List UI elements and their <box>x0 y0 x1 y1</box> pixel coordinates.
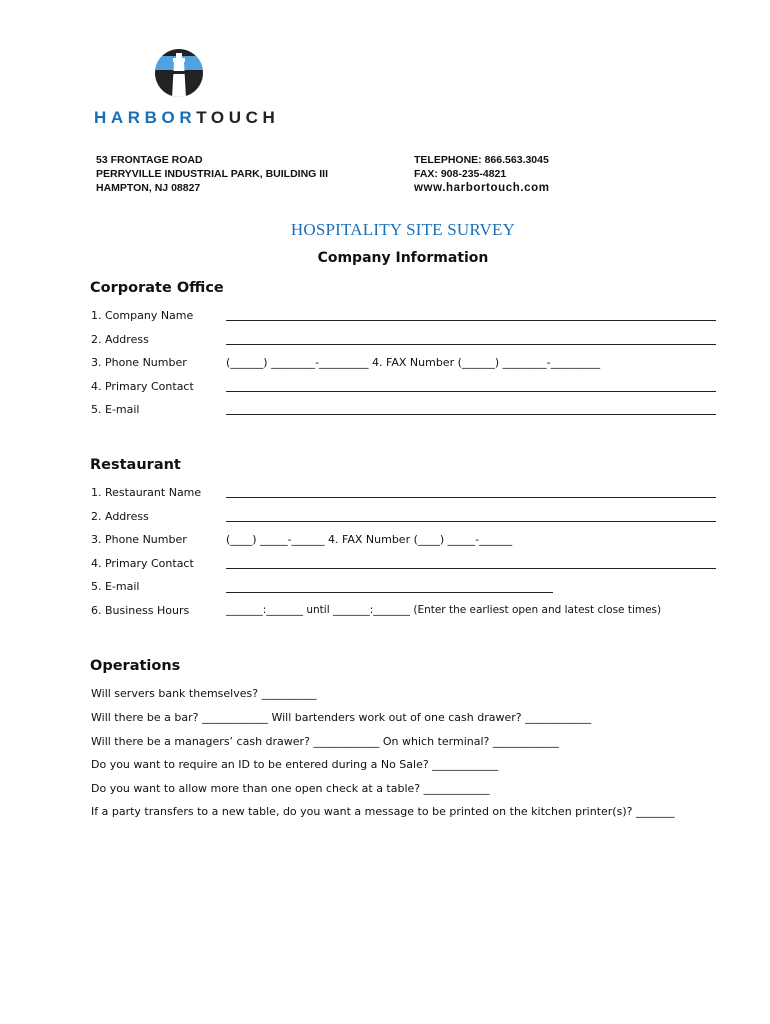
restaurant-phone-label: 3. Phone Number <box>91 533 187 546</box>
telephone: TELEPHONE: 866.563.3045 <box>414 154 549 166</box>
company-information-heading: Company Information <box>317 250 489 266</box>
corporate-office-heading: Corporate Office <box>90 280 224 296</box>
corporate-company-name-label: 1. Company Name <box>91 309 194 322</box>
operations-question-1[interactable]: Will servers bank themselves? __________ <box>91 687 317 700</box>
address-line-3: HAMPTON, NJ 08827 <box>96 182 201 194</box>
restaurant-primary-contact-label: 4. Primary Contact <box>91 557 194 570</box>
restaurant-hours-field[interactable]: _______:_______ until _______:_______ (Enter the earliest open and latest close times) <box>226 604 662 616</box>
operations-question-3[interactable]: Will there be a managers’ cash drawer? ____________ On which terminal? ____________ <box>91 735 559 748</box>
website: www.harbortouch.com <box>414 182 550 194</box>
company-logo <box>94 46 280 130</box>
restaurant-name-label: 1. Restaurant Name <box>91 486 202 499</box>
logo-text-touch: TOUCH <box>196 108 280 127</box>
logo-text-harbor: HARBOR <box>94 108 197 127</box>
corporate-phone-label: 3. Phone Number <box>91 356 187 369</box>
restaurant-address-field[interactable] <box>226 521 716 522</box>
company-contact <box>414 153 550 195</box>
corporate-email-label: 5. E-mail <box>91 403 140 416</box>
restaurant-primary-contact-field[interactable] <box>226 568 716 569</box>
corporate-phone-fax-field[interactable]: (______) ________-_________ 4. FAX Number (______) ________-_________ <box>226 356 601 369</box>
operations-question-6[interactable]: If a party transfers to a new table, do you want a message to be printed on the kitchen printer(s)? _______ <box>91 805 675 818</box>
corporate-company-name-field[interactable] <box>226 320 716 321</box>
address-line-1: 53 FRONTAGE ROAD <box>96 154 203 166</box>
restaurant-email-label: 5. E-mail <box>91 580 140 593</box>
company-address <box>96 153 328 195</box>
operations-heading: Operations <box>90 658 181 674</box>
address-line-2: PERRYVILLE INDUSTRIAL PARK, BUILDING III <box>96 168 328 180</box>
restaurant-hours-label: 6. Business Hours <box>91 604 190 617</box>
fax: FAX: 908-235-4821 <box>414 168 507 180</box>
restaurant-name-field[interactable] <box>226 497 716 498</box>
corporate-address-field[interactable] <box>226 344 716 345</box>
corporate-primary-contact-field[interactable] <box>226 391 716 392</box>
restaurant-heading: Restaurant <box>90 457 181 473</box>
document-title: HOSPITALITY SITE SURVEY <box>290 220 516 239</box>
restaurant-email-field[interactable] <box>226 592 553 593</box>
lighthouse-icon <box>154 48 204 98</box>
corporate-primary-contact-label: 4. Primary Contact <box>91 380 194 393</box>
operations-question-2[interactable]: Will there be a bar? ____________ Will bartenders work out of one cash drawer? ____________ <box>91 711 592 724</box>
operations-question-4[interactable]: Do you want to require an ID to be entered during a No Sale? ____________ <box>91 758 499 771</box>
corporate-address-label: 2. Address <box>91 333 149 346</box>
operations-question-5[interactable]: Do you want to allow more than one open check at a table? ____________ <box>91 782 490 795</box>
restaurant-phone-fax-field[interactable]: (____) _____-______ 4. FAX Number (____) _____-______ <box>226 533 513 546</box>
corporate-email-field[interactable] <box>226 414 716 415</box>
restaurant-address-label: 2. Address <box>91 510 149 523</box>
